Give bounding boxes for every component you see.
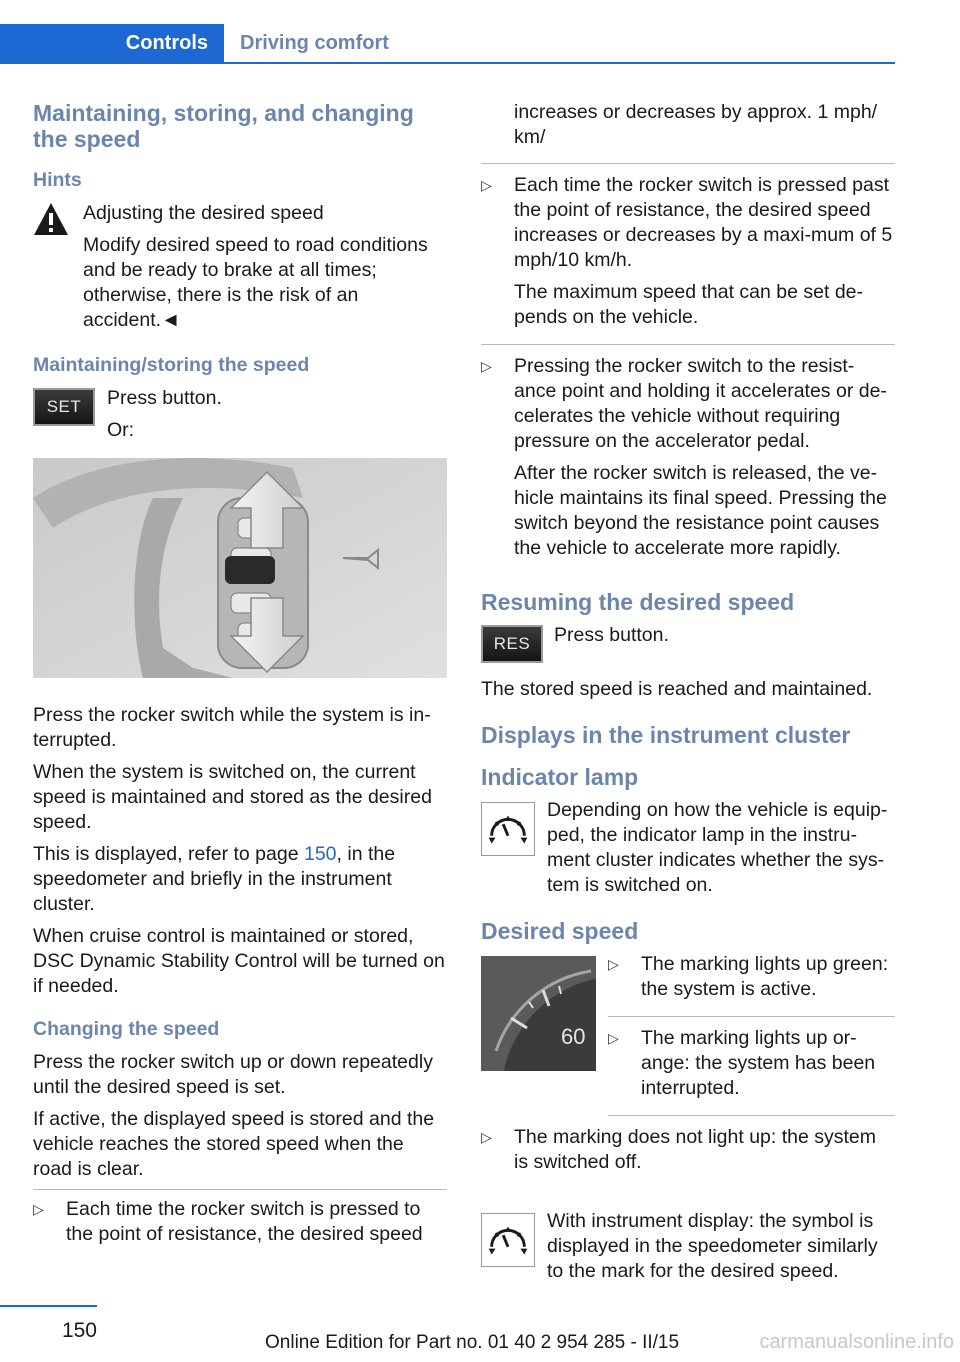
para-displayed-post: , in the speedometer and briefly in the instrument cluster. [33,843,396,915]
triangle-bullet-icon: ▷ [608,1030,619,1046]
bullet-2-note: The maximum speed that can be set de-pends on the vehicle. [514,281,864,328]
indicator-row [481,798,895,898]
list-item [481,1125,895,1189]
para-displayed-pre: This is displayed, refer to page [33,843,304,865]
sub-bullet-2: The marking lights up or-ange: the system has been interrupted. [641,1027,876,1099]
bullet-1-start: Each time the rocker switch is pressed to the point of resistance, the desired speed [66,1198,423,1245]
cruise-control-symbol-icon [481,1213,535,1267]
header-tabbar [0,24,895,64]
set-button-image: SET [33,388,95,426]
footer-line [0,1305,97,1307]
triangle-bullet-icon: ▷ [33,1201,44,1217]
maintain-heading: Maintaining/storing the speed [33,354,310,376]
desired-speed-sublist [608,952,895,1116]
page-number: 150 [61,1319,97,1342]
resuming-heading: Resuming the desired speed [481,589,795,615]
desired-speed-row [481,952,895,1116]
changing-heading: Changing the speed [33,1018,220,1040]
warning-title: Adjusting the desired speed [83,202,324,224]
or-text: Or: [107,419,135,441]
warning-text-span: Modify desired speed to road conditions and be ready to brake at all times; otherwise, there is the risk of an accident.◄ [83,234,428,331]
tab-driving-comfort[interactable]: Driving comfort [240,32,389,54]
res-button-image: RES [481,625,543,663]
warning-text [33,233,447,333]
press-button-text: Press button. [554,624,669,646]
page-link[interactable]: 150 [303,843,337,865]
right-column [481,100,895,1291]
warning-block [33,201,447,333]
triangle-bullet-icon: ▷ [481,358,492,374]
list-item [481,354,895,575]
bullet-list-off [481,1125,895,1189]
bullet-2: Each time the rocker switch is pressed past the point of resistance, the desired speed increases or decreases by a maxi-mum of 5 mph/10 km/h. [514,174,893,271]
para-rocker: Press the rocker switch while the system is in-terrupted. [33,704,431,751]
para-changing-2: If active, the displayed speed is stored and the vehicle reaches the stored speed when the road is clear. [33,1108,435,1180]
indicator-text [547,798,895,898]
indicator-heading: Indicator lamp [481,764,639,790]
displays-heading: Displays in the instrument cluster [481,722,851,748]
set-button-row [33,386,447,446]
tab-controls[interactable]: Controls [0,24,224,62]
bullet-list-left [33,1189,447,1261]
cruise-control-lamp-icon [481,802,535,856]
hints-heading: Hints [33,169,82,191]
section-title: Maintaining, storing, and changing the speed [33,100,414,152]
watermark: carmanualsonline.info [759,1331,954,1353]
warning-icon [33,201,69,237]
speedometer-image [481,956,596,1071]
stored-reached: The stored speed is reached and maintained. [481,678,873,700]
bullet-1-end: increases or decreases by approx. 1 mph/ km/ [514,101,878,148]
speedo-number: 60 [561,1024,586,1049]
bullet-3-note: After the rocker switch is released, the ve-hicle maintains its final speed. Pressing the switch beyond the resistance point causes the vehicle to accelerate more rapidly. [514,462,887,559]
indicator-text-span: Depending on how the vehicle is equip-ped, the indicator lamp in the instru-ment cluster indicates whether the sys-tem is switched on. [547,799,888,896]
instrument-display-row [481,1209,895,1284]
instrument-display-text: With instrument display: the symbol is displayed in the speedometer similarly to the mark for the desired speed. [547,1210,878,1282]
steering-wheel-photo [33,458,447,678]
para-dsc: When cruise control is maintained or stored, DSC Dynamic Stability Control will be turned on if needed. [33,925,445,997]
list-item [33,1197,447,1261]
edition-text: Online Edition for Part no. 01 40 2 954 285 - II/15 [265,1332,680,1353]
sub-bullet-1: The marking lights up green: the system is active. [641,953,889,1000]
bullet-3: Pressing the rocker switch to the resist-ance point and holding it accelerates or de-celerates the vehicle without requiring pressure on the accelerator pedal. [514,355,887,452]
list-item [481,173,895,345]
list-item [481,100,895,164]
left-column [33,100,447,1270]
list-item [608,1026,895,1116]
list-item [608,952,895,1017]
res-button-row [481,623,895,671]
triangle-bullet-icon: ▷ [481,177,492,193]
para-changing-1: Press the rocker switch up or down repeatedly until the desired speed is set. [33,1051,433,1098]
press-button-text: Press button. [107,387,222,409]
bullet-list-right [481,100,895,575]
para-switched-on: When the system is switched on, the current speed is maintained and stored as the desired speed. [33,761,432,833]
triangle-bullet-icon: ▷ [481,1129,492,1145]
triangle-bullet-icon: ▷ [608,956,619,972]
para-displayed [33,842,447,917]
desired-heading: Desired speed [481,918,639,944]
bullet-off: The marking does not light up: the system is switched off. [514,1126,877,1173]
